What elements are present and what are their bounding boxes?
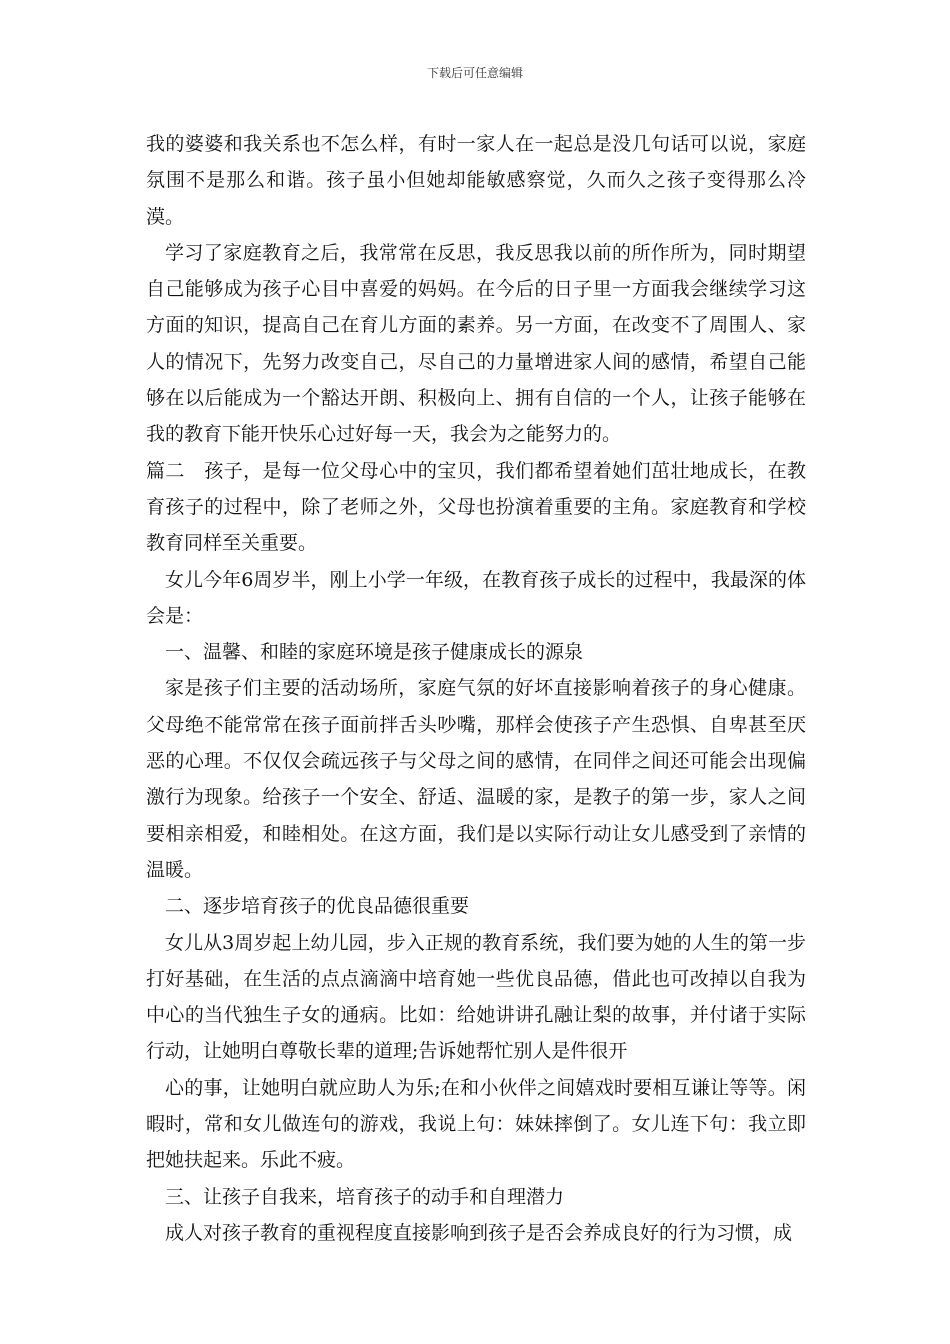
document-body bbox=[146, 126, 806, 1251]
section-heading: 二、逐步培育孩子的优良品德很重要 bbox=[165, 895, 470, 918]
section-heading: 一、温馨、和睦的家庭环境是孩子健康成长的源泉 bbox=[165, 641, 584, 664]
paragraph: 成人对孩子教育的重视程度直接影响到孩子是否会养成良好的行为习惯，成 bbox=[165, 1221, 793, 1244]
paragraph: 我的婆婆和我关系也不怎么样，有时一家人在一起总是没几句话可以说，家庭氛围不是那么和谐。孩子虽小但她却能敏感察觉，久而久之孩子变得那么冷漠。 bbox=[146, 133, 806, 228]
paragraph: 学习了家庭教育之后，我常常在反思，我反思我以前的所作所为，同时期望自己能够成为孩子心目中喜爱的妈妈。在今后的日子里一方面我会继续学习这方面的知识，提高自己在育儿方面的素养。另一方面，在改变不了周围人、家人的情况下，先努力改变自己，尽自己的力量增进家人间的感情，希望自己能够在以后能成为一个豁达开朗、积极向上、拥有自信的一个人，让孩子能够在我的教育下能开快乐心过好每一天，我会为之能努力的。 bbox=[146, 241, 806, 446]
section-heading: 三、让孩子自我来，培育孩子的动手和自理潜力 bbox=[165, 1185, 565, 1208]
paragraph: 篇二 孩子，是每一位父母心中的宝贝，我们都希望着她们茁壮地成长，在教育孩子的过程中，除了老师之外，父母也扮演着重要的主角。家庭教育和学校教育同样至关重要。 bbox=[146, 459, 806, 555]
paragraph: 心的事，让她明白就应助人为乐;在和小伙伴之间嬉戏时要相互谦让等等。闲暇时，常和女儿做连句的游戏，我说上句：妹妹摔倒了。女儿连下句：我立即把她扶起来。乐此不疲。 bbox=[146, 1076, 806, 1172]
paragraph: 女儿今年6周岁半，刚上小学一年级，在教育孩子成长的过程中，我最深的体会是： bbox=[146, 568, 806, 627]
paragraph: 女儿从3周岁起上幼儿园，步入正规的教育系统，我们要为她的人生的第一步打好基础，在生活的点点滴滴中培育她一些优良品德，借此也可改掉以自我为中心的当代独生子女的通病。比如：给她讲讲孔融让梨的故事，并付诸于实际行动，让她明白尊敬长辈的道理;告诉她帮忙别人是件很开 bbox=[146, 931, 806, 1063]
paragraph: 家是孩子们主要的活动场所，家庭气氛的好坏直接影响着孩子的身心健康。父母绝不能常常在孩子面前拌舌头吵嘴，那样会使孩子产生恐惧、自卑甚至厌恶的心理。不仅仅会疏远孩子与父母之间的感情，在同伴之间还可能会出现偏激行为现象。给孩子一个安全、舒适、温暖的家，是教子的第一步，家人之间要相亲相爱，和睦相处。在这方面，我们是以实际行动让女儿感受到了亲情的温暖。 bbox=[146, 677, 806, 881]
page-header: 下载后可任意编辑 bbox=[426, 66, 523, 80]
